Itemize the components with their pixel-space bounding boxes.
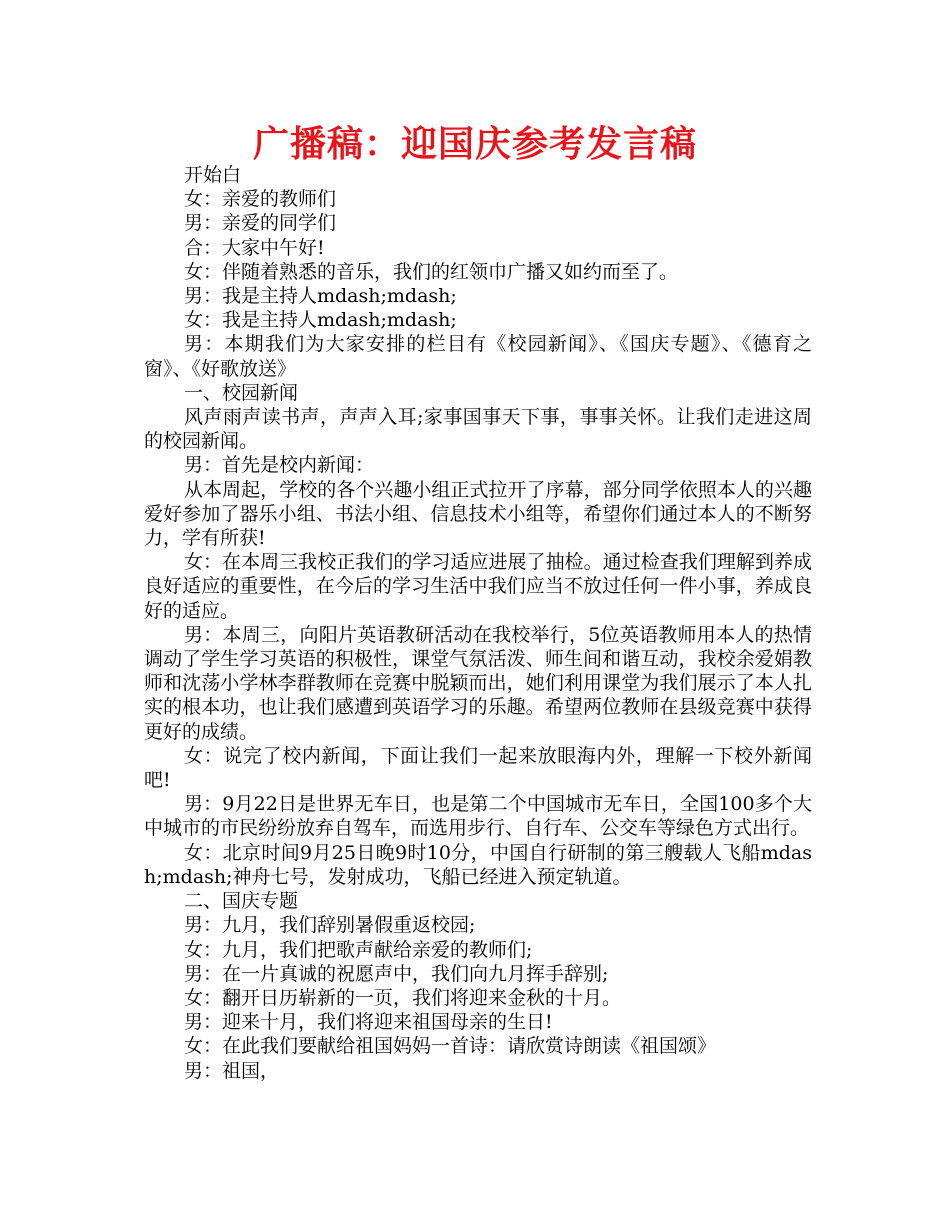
paragraph: 女：亲爱的教师们 xyxy=(184,188,337,211)
paragraph: 女：在本周三我校正我们的学习适应进展了抽检。通过检查我们理解到养成良好适应的重要性，在今后的学习生活中我们应当不放过任何一件小事，养成良好的适应。 xyxy=(144,551,812,622)
paragraph: 女：翻开日历崭新的一页，我们将迎来金秋的十月。 xyxy=(184,986,622,1009)
document-title: 广播稿：迎国庆参考发言稿 xyxy=(252,124,697,165)
paragraph: 男：祖国， xyxy=(184,1059,280,1082)
paragraph: 男：亲爱的同学们 xyxy=(184,212,337,235)
paragraph: 开始白 xyxy=(184,164,242,186)
paragraph: 从本周起，学校的各个兴趣小组正式拉开了序幕，部分同学依照本人的兴趣爱好参加了器乐小组、书法小组、信息技术小组等，希望你们通过本人的不断努力，学有所获! xyxy=(144,478,812,550)
paragraph: 男：本周三，向阳片英语教研活动在我校举行，5位英语教师用本人的热情调动了学生学习英语的积极性，课堂气氛活泼、师生间和谐互动，我校余爱娟教师和沈荡小学林李群教师在竞赛中脱颖而出，她们利用课堂为我们展示了本人扎实的根本功，也让我们感遭到英语学习的乐趣。希望两位教师在县级竞赛中获得更好的成绩。 xyxy=(144,623,812,743)
paragraph: 男：九月，我们辞别暑假重返校园; xyxy=(184,914,476,937)
document-body xyxy=(144,163,812,1083)
section-heading: 一、校园新闻 xyxy=(184,381,299,404)
section-heading: 二、国庆专题 xyxy=(184,890,299,913)
paragraph: 男：首先是校内新闻： xyxy=(184,454,375,477)
paragraph: 女：伴随着熟悉的音乐，我们的红领巾广播又如约而至了。 xyxy=(184,260,679,283)
paragraph: 女：我是主持人mdash;mdash; xyxy=(184,309,457,332)
paragraph: 男：本期我们为大家安排的栏目有《校园新闻》、《国庆专题》、《德育之窗》、《好歌放送》 xyxy=(144,333,812,380)
paragraph: 女：九月，我们把歌声献给亲爱的教师们; xyxy=(184,938,533,961)
paragraph: 合：大家中午好! xyxy=(184,236,325,259)
paragraph: 男：我是主持人mdash;mdash; xyxy=(184,285,457,308)
paragraph: 女：在此我们要献给祖国妈妈一首诗：请欣赏诗朗读《祖国颂》 xyxy=(184,1035,717,1058)
paragraph: 风声雨声读书声，声声入耳;家事国事天下事，事事关怀。让我们走进这周的校园新闻。 xyxy=(144,406,812,453)
paragraph: 男：迎来十月，我们将迎来祖国母亲的生日! xyxy=(184,1011,553,1034)
paragraph: 男：在一片真诚的祝愿声中，我们向九月挥手辞别; xyxy=(184,962,609,985)
paragraph: 女：北京时间9月25日晚9时10分，中国自行研制的第三艘载人飞船mdash;mdash;神舟七号，发射成功，飞船已经进入预定轨道。 xyxy=(144,841,812,888)
paragraph: 女：说完了校内新闻，下面让我们一起来放眼海内外，理解一下校外新闻吧! xyxy=(144,744,812,792)
paragraph: 男：9月22日是世界无车日，也是第二个中国城市无车日，全国100多个大中城市的市民纷纷放弃自驾车，而选用步行、自行车、公交车等绿色方式出行。 xyxy=(144,793,812,840)
